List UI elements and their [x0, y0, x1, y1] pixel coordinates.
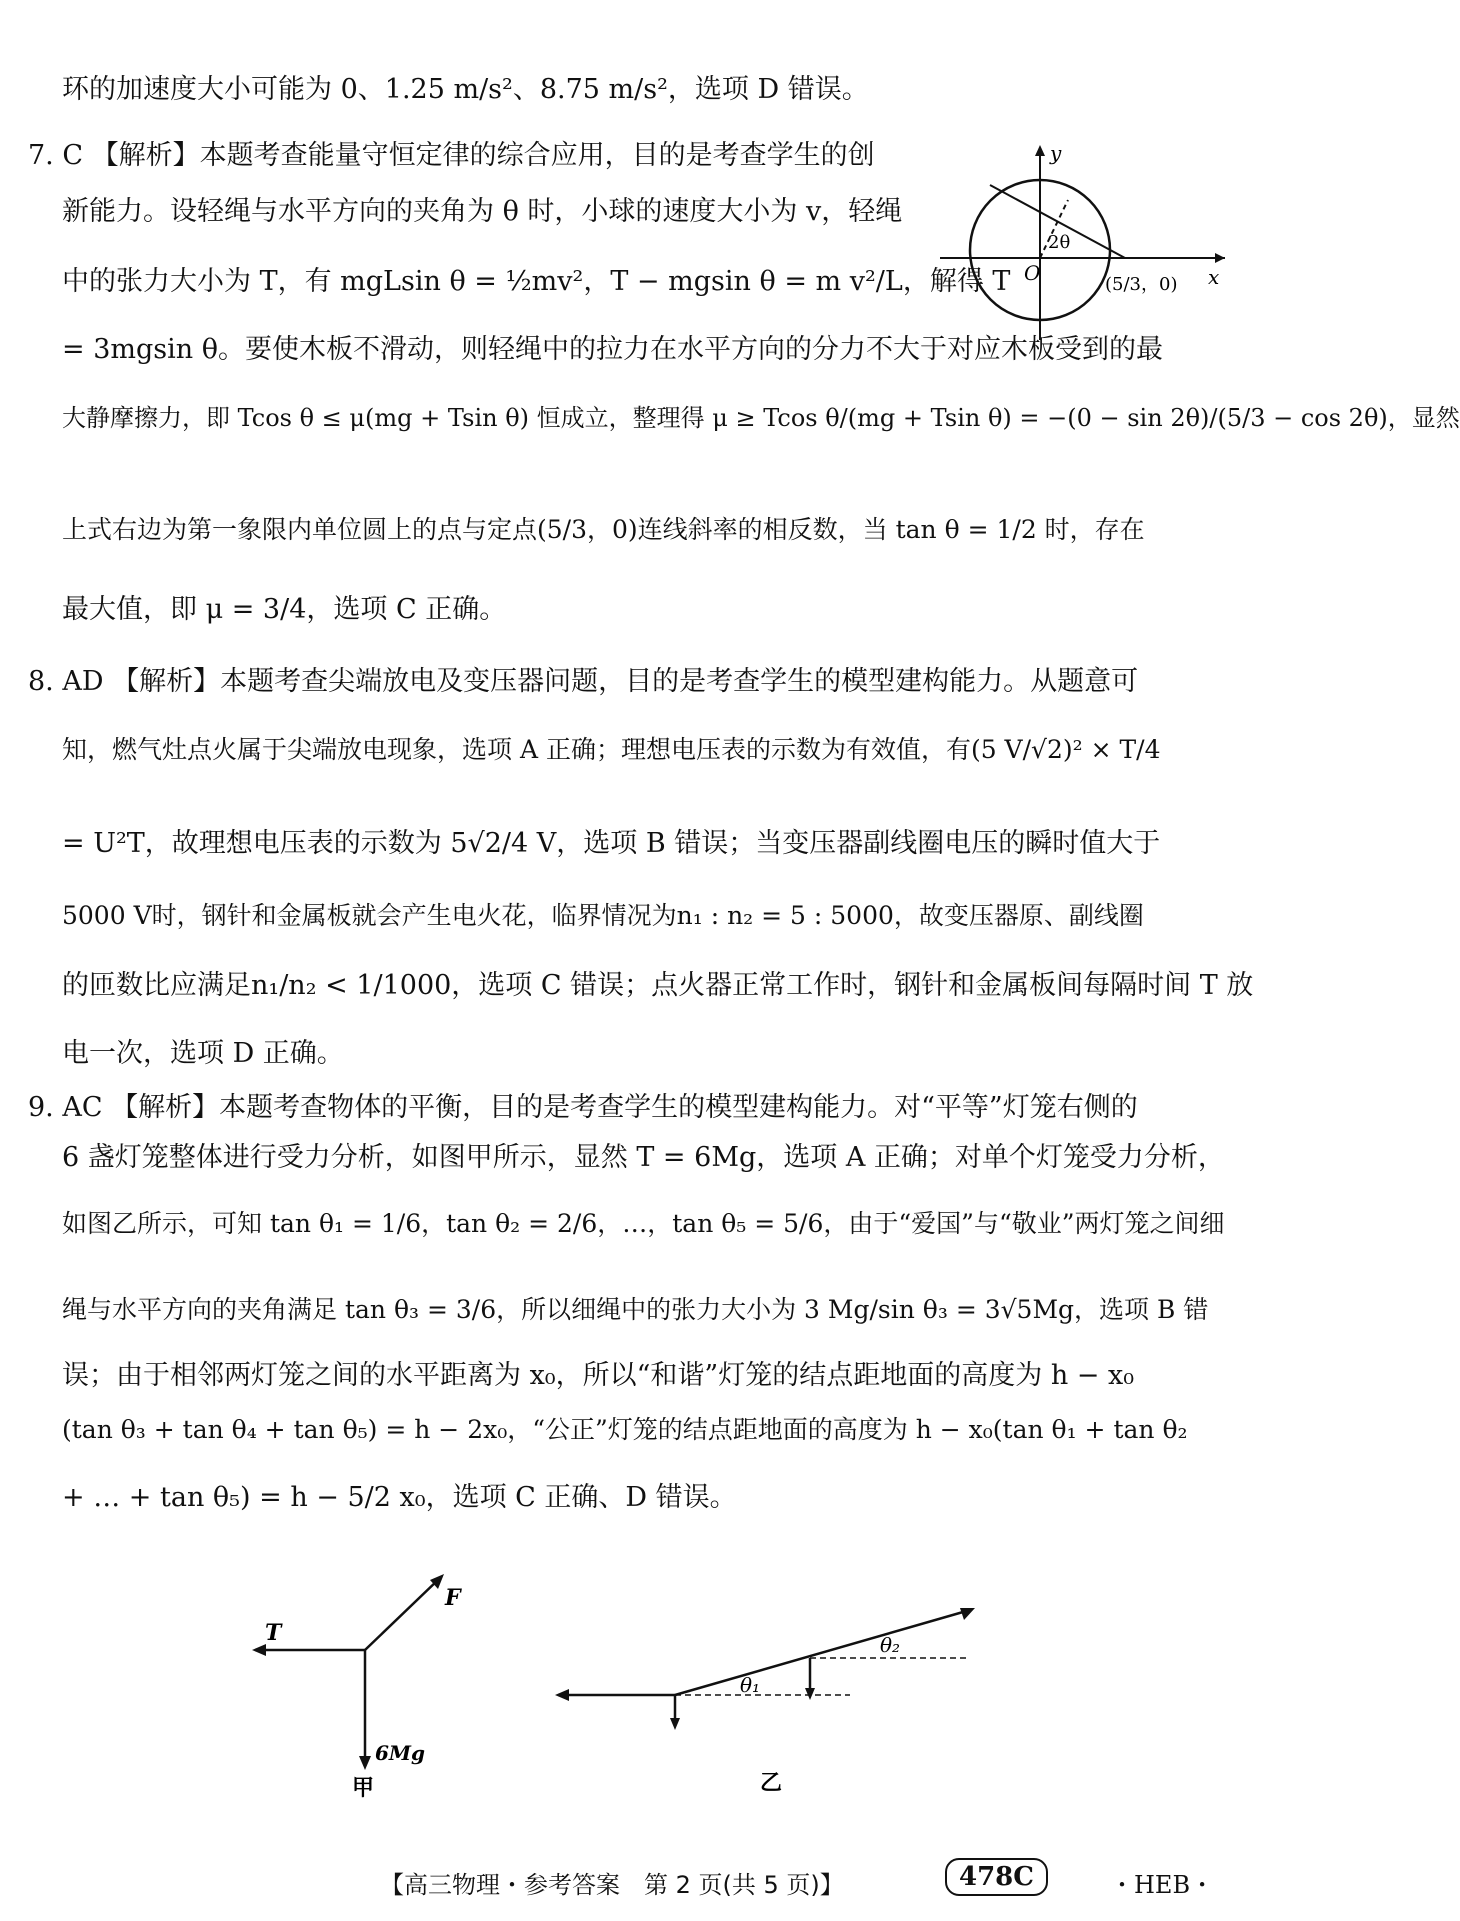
- point-label: (5/3，0): [1105, 274, 1178, 295]
- text-line: 最大值，即 μ = 3/4，选项 C 正确。: [62, 594, 507, 625]
- text-line: (tan θ₃ + tan θ₄ + tan θ₅) = h − 2x₀，“公正”灯笼的结点距地面的高度为 h − x₀(tan θ₁ + tan θ₂: [62, 1415, 1188, 1444]
- text-line: 知，燃气灶点火属于尖端放电现象，选项 A 正确；理想电压表的示数为有效值，有(5 V/√2)² × T/4: [62, 735, 1161, 764]
- footer-code: 478C: [945, 1858, 1048, 1896]
- text-line: 如图乙所示，可知 tan θ₁ = 1/6，tan θ₂ = 2/6，…，tan θ₅ = 5/6，由于“爱国”与“敬业”两灯笼之间细: [62, 1209, 1225, 1238]
- tension-label: T: [265, 1620, 282, 1646]
- theta1-label: θ₁: [740, 1673, 761, 1697]
- figure-caption: 乙: [760, 1770, 783, 1796]
- footer-text: 【高三物理・参考答案 第 2 页(共 5 页)】: [380, 1871, 844, 1899]
- text-line: 8. AD 【解析】本题考查尖端放电及变压器问题，目的是考查学生的模型建构能力。从题意可: [28, 666, 1139, 697]
- unit-circle-figure: [940, 140, 1240, 340]
- text-line: = U²T，故理想电压表的示数为 5√2/4 V，选项 B 错误；当变压器副线圈电压的瞬时值大于: [62, 828, 1161, 859]
- text-line: 7. C 【解析】本题考查能量守恒定律的综合应用，目的是考查学生的创: [28, 140, 875, 171]
- y-axis-label: y: [1050, 141, 1062, 165]
- text-line: 电一次，选项 D 正确。: [62, 1038, 344, 1069]
- text-line: = 3mgsin θ。要使木板不滑动，则轻绳中的拉力在水平方向的分力不大于对应木板受到的最: [62, 334, 1163, 365]
- text-line: 中的张力大小为 T，有 mgLsin θ = ½mv²，T − mgsin θ = m v²/L，解得 T: [62, 266, 1011, 297]
- text-line: 5000 V时，钢针和金属板就会产生电火花，临界情况为n₁ : n₂ = 5 : 5000，故变压器原、副线圈: [62, 901, 1144, 930]
- weight-label: 6Mg: [375, 1741, 426, 1765]
- text-line: 大静摩擦力，即 Tcos θ ≤ μ(mg + Tsin θ) 恒成立，整理得 μ ≥ Tcos θ/(mg + Tsin θ) = −(0 − sin 2θ)/(5/3 − cos 2θ)，显然: [62, 404, 1460, 432]
- force-diagram-jia: [240, 1560, 480, 1800]
- theta2-label: θ₂: [880, 1633, 901, 1657]
- text-line: + … + tan θ₅) = h − 5/2 x₀，选项 C 正确、D 错误。: [62, 1482, 737, 1513]
- angle-label: 2θ: [1048, 232, 1071, 253]
- origin-label: O: [1024, 261, 1041, 285]
- text-line: 的匝数比应满足n₁/n₂ < 1/1000，选项 C 错误；点火器正常工作时，钢针和金属板间每隔时间 T 放: [62, 970, 1254, 1001]
- force-label: F: [445, 1585, 461, 1611]
- figure-caption: 甲: [352, 1775, 375, 1801]
- text-line: 上式右边为第一象限内单位圆上的点与定点(5/3，0)连线斜率的相反数，当 tan θ = 1/2 时，存在: [62, 515, 1145, 544]
- text-line: 9. AC 【解析】本题考查物体的平衡，目的是考查学生的模型建构能力。对“平等”灯笼右侧的: [28, 1092, 1138, 1123]
- text-line: 新能力。设轻绳与水平方向的夹角为 θ 时，小球的速度大小为 v，轻绳: [62, 196, 903, 227]
- text-line: 误；由于相邻两灯笼之间的水平距离为 x₀，所以“和谐”灯笼的结点距地面的高度为 h − x₀: [62, 1360, 1135, 1391]
- footer-tag: ・HEB・: [1110, 1871, 1215, 1899]
- text-line: 环的加速度大小可能为 0、1.25 m/s²、8.75 m/s²，选项 D 错误。: [62, 74, 869, 105]
- force-diagram-yi: [550, 1580, 990, 1800]
- text-line: 绳与水平方向的夹角满足 tan θ₃ = 3/6，所以细绳中的张力大小为 3 Mg/sin θ₃ = 3√5Mg，选项 B 错: [62, 1295, 1209, 1324]
- x-axis-label: x: [1208, 265, 1220, 289]
- text-line: 6 盏灯笼整体进行受力分析，如图甲所示，显然 T = 6Mg，选项 A 正确；对单个灯笼受力分析，: [62, 1142, 1225, 1173]
